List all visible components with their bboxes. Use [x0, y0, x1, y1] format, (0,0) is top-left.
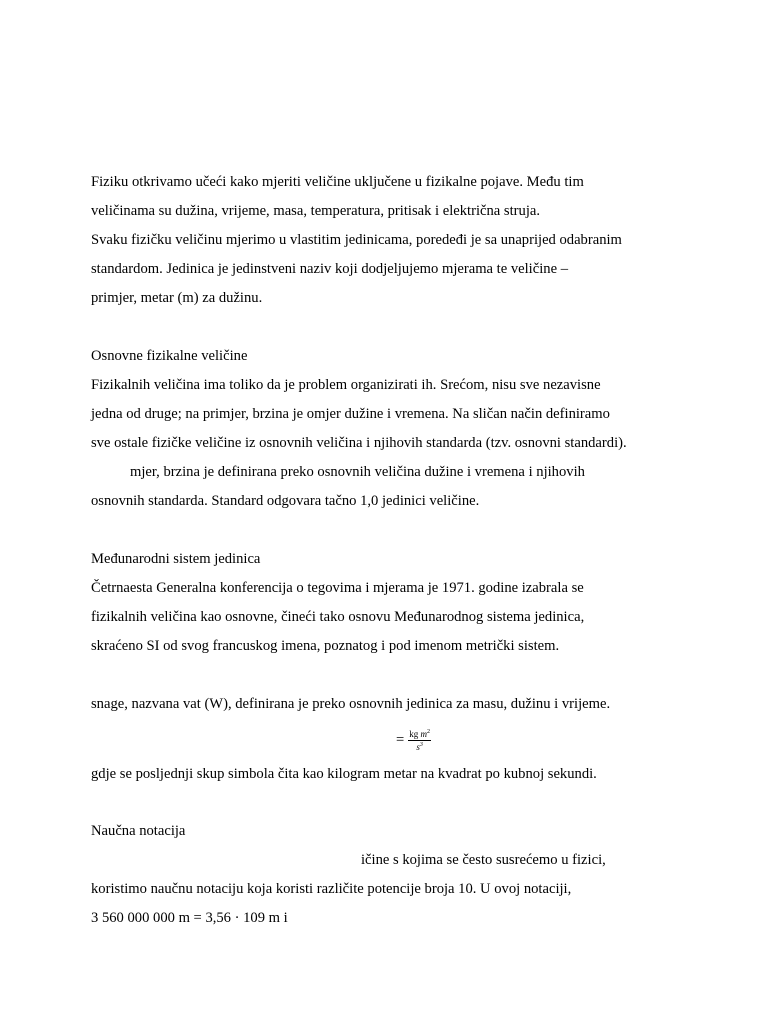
paragraph-line: snage, nazvana vat (W), definirana je preko osnovnih jedinica za masu, dužinu i vrijeme. [91, 696, 611, 712]
paragraph-line: Četrnaesta Generalna konferencija o tegovima i mjerama je 1971. godine izabrala se [91, 580, 584, 596]
paragraph-line: veličinama su dužina, vrijeme, masa, temperatura, pritisak i električna struja. [91, 203, 540, 219]
formula-m: m [420, 728, 427, 739]
formula-m-exponent: 2 [426, 728, 430, 735]
paragraph-line: sve ostale fizičke veličine iz osnovnih veličina i njihovih standarda (tzv. osnovni standardi). [91, 435, 627, 451]
paragraph-line: Fizikalnih veličina ima toliko da je problem organizirati ih. Srećom, nisu sve nezavisne [91, 377, 601, 393]
formula-numerator [408, 729, 431, 741]
paragraph-line: skraćeno SI od svog francuskog imena, poznatog i pod imenom metrički sistem. [91, 638, 560, 654]
paragraph-line: standardom. Jedinica je jedinstveni naziv koji dodjeljujemo mjerama te veličine – [91, 261, 568, 277]
formula-kg: kg [409, 728, 419, 739]
paragraph-line: fizikalnih veličina kao osnovne, čineći tako osnovu Međunarodnog sistema jedinica, [91, 609, 585, 625]
paragraph-line: ičine s kojima se često susrećemo u fizici, [361, 852, 606, 868]
paragraph-line: Svaku fizičku veličinu mjerimo u vlastitim jedinicama, poredeđi je sa unaprijed odabranim [91, 232, 622, 248]
section-heading: Osnovne fizikalne veličine [91, 348, 248, 364]
formula-equals: = [396, 731, 405, 748]
unit-formula [396, 727, 431, 753]
formula-s-exponent: 3 [419, 741, 423, 748]
section-heading: Međunarodni sistem jedinica [91, 551, 261, 567]
paragraph-line: koristimo naučnu notaciju koja koristi različite potencije broja 10. U ovoj notaciji, [91, 881, 572, 897]
formula-fraction [408, 729, 431, 752]
paragraph-line: primjer, metar (m) za dužinu. [91, 290, 263, 306]
section-heading: Naučna notacija [91, 823, 186, 839]
formula-denominator [416, 741, 423, 752]
paragraph-line: gdje se posljednji skup simbola čita kao kilogram metar na kvadrat po kubnoj sekundi. [91, 766, 597, 782]
paragraph-line: 3 560 000 000 m = 3,56 · 109 m i [91, 910, 288, 926]
paragraph-line: osnovnih standarda. Standard odgovara tačno 1,0 jedinici veličine. [91, 493, 480, 509]
paragraph-line: Fiziku otkrivamo učeći kako mjeriti veličine uključene u fizikalne pojave. Među tim [91, 174, 584, 190]
paragraph-line: mjer, brzina je definirana preko osnovnih veličina dužine i vremena i njihovih [130, 464, 585, 480]
paragraph-line: jedna od druge; na primjer, brzina je omjer dužine i vremena. Na sličan način definiramo [91, 406, 610, 422]
formula-s: s [416, 741, 420, 752]
